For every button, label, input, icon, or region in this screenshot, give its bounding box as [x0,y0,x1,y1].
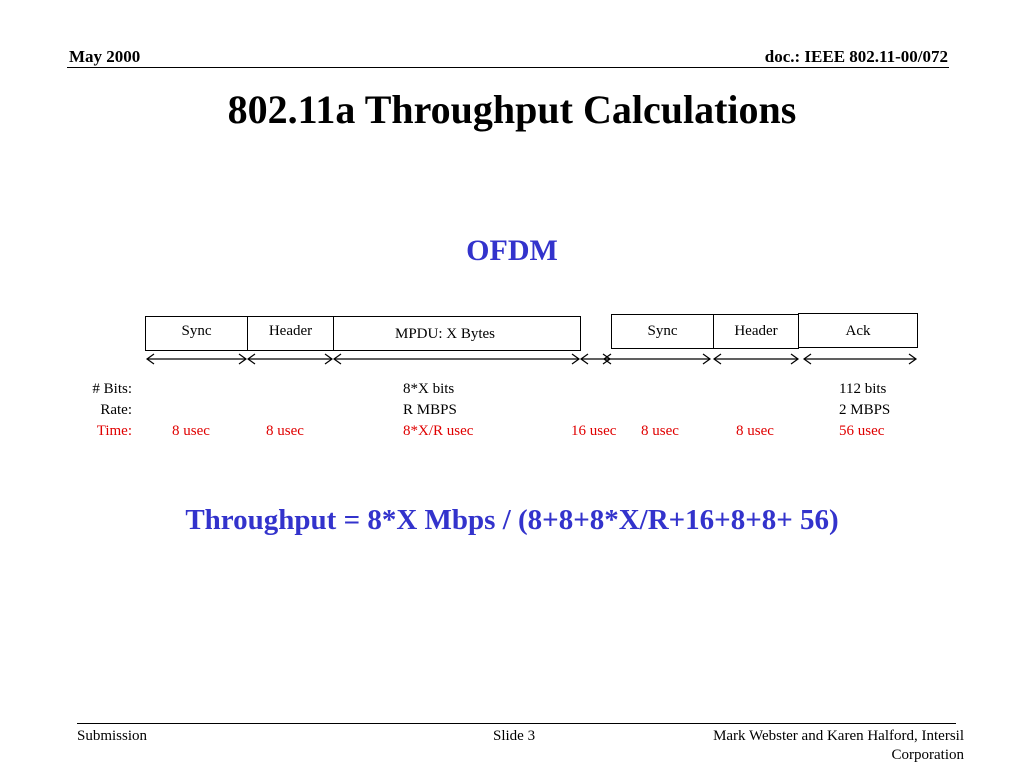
rate-ack: 2 MBPS [839,402,891,418]
arrow-header2 [714,354,798,364]
header-box-1-label: Header [268,323,313,339]
time-sync2: 8 usec [641,423,679,439]
mpdu-box-label: MPDU: X Bytes [394,326,495,342]
sync-box-1-label: Sync [181,323,212,339]
time-sifs: 16 usec [571,423,617,439]
footer-slide-number: Slide 3 [493,728,536,744]
bits-ack: 112 bits [839,381,887,397]
arrow-sync1 [147,354,246,364]
time-header1: 8 usec [266,423,304,439]
label-bits: # Bits: [92,381,132,397]
bits-mpdu: 8*X bits [403,381,455,397]
rate-mpdu: R MBPS [403,402,457,418]
time-header2: 8 usec [736,423,774,439]
arrow-header1 [248,354,332,364]
footer-rule [77,723,956,724]
header-doc-id: doc.: IEEE 802.11-00/072 [764,47,948,66]
arrow-sync2 [604,354,710,364]
label-time: Time: [96,423,132,439]
label-rate: Rate: [100,402,132,418]
page-title: 802.11a Throughput Calculations [227,87,797,132]
header-date: May 2000 [69,47,141,66]
arrow-ack [804,354,916,364]
footer-authors [713,728,964,764]
throughput-formula: Throughput = 8*X Mbps / (8+8+8*X/R+16+8+8+ 56) [185,504,839,536]
subtitle-ofdm: OFDM [466,234,558,267]
footer-authors-line1: Mark Webster and Karen Halford, Intersil [713,728,964,744]
time-mpdu: 8*X/R usec [403,423,474,439]
footer-authors-line2: Corporation [891,747,964,763]
sync-box-2-label: Sync [647,323,678,339]
ack-box-label: Ack [845,323,871,339]
header-box-2-label: Header [734,323,778,339]
footer-submission: Submission [77,728,148,744]
time-ack: 56 usec [839,423,885,439]
arrow-mpdu [334,354,579,364]
time-sync1: 8 usec [172,423,210,439]
